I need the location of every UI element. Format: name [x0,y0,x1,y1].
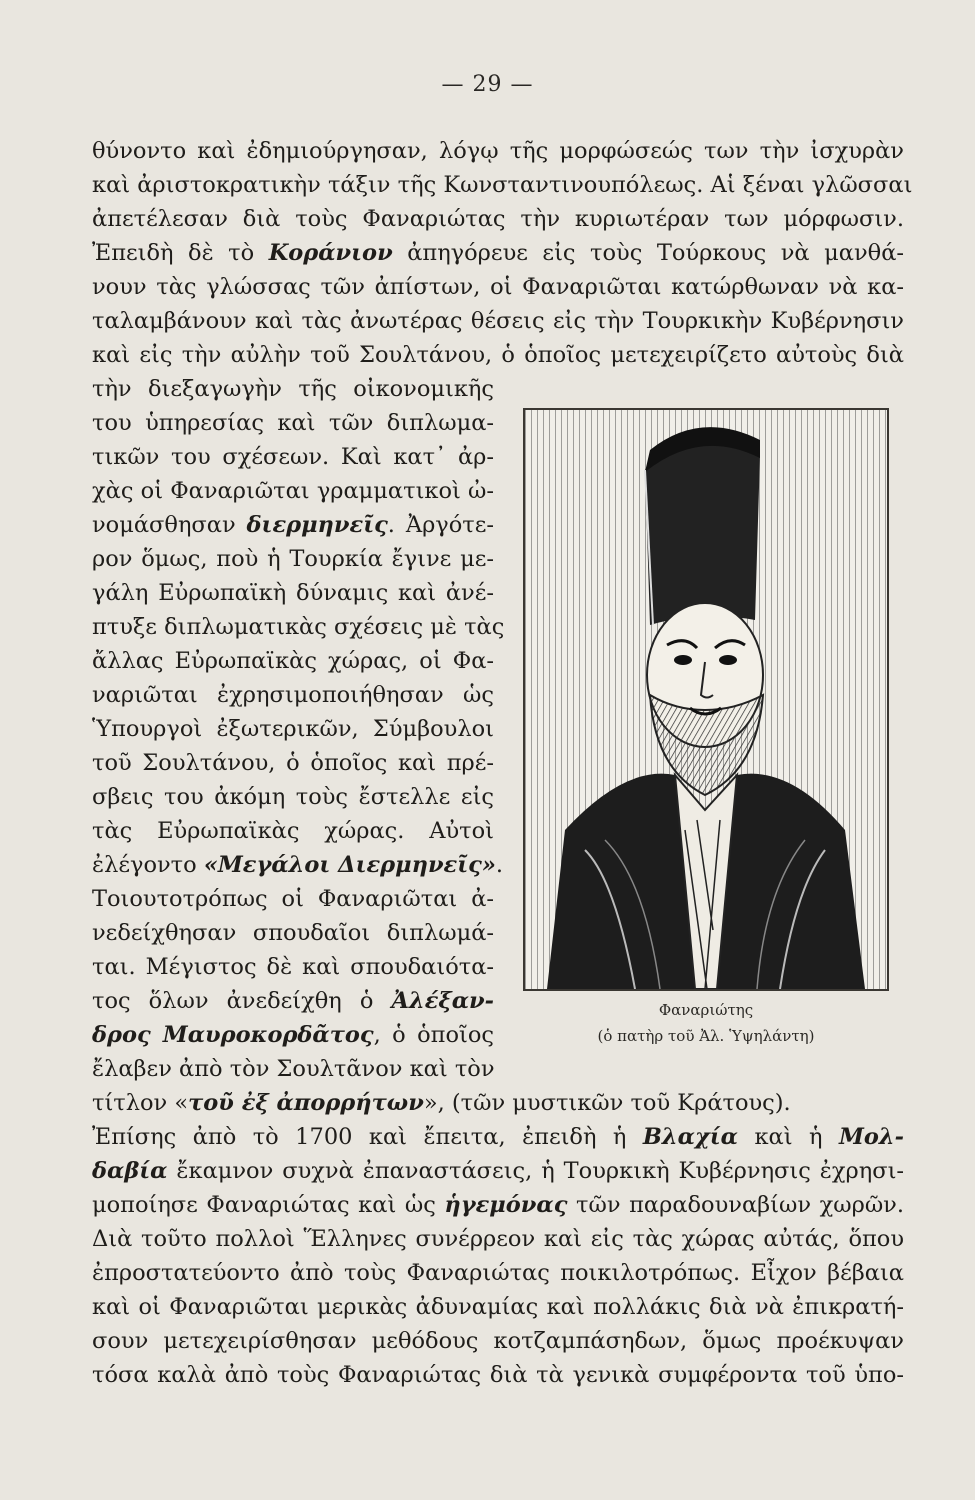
emphasis-koranion: Κοράνιον [268,240,393,266]
text-line: ἀπετέλεσαν διὰ τοὺς Φαναριώτας τὴν κυριωτέραν των μόρφωσιν. [92,206,904,232]
text-line: σβεις του ἀκόμη τοὺς ἔστελλε εἰς [92,784,494,810]
text-run: . [495,852,504,878]
text-line: γάλη Εὐρωπαϊκὴ δύναμις καὶ ἀνέ- [92,580,494,606]
emphasis-mavrokordatos: δρος Μαυροκορδᾶτος [92,1022,374,1048]
text-line: καὶ ἀριστοκρατικὴν τάξιν τῆς Κωνσταντινουπόλεως. Αἱ ξέναι γλῶσσαι [92,172,913,198]
text-line: τικῶν του σχέσεων. Καὶ κατ᾽ ἀρ- [92,444,494,470]
text-line [92,850,504,880]
emphasis-igemonas: ἡγεμόνας [444,1192,568,1218]
text-line: ται. Μέγιστος δὲ καὶ σπουδαιότα- [92,954,494,980]
text-run: », (τῶν μυστικῶν τοῦ Κράτους). [423,1090,791,1116]
text-run: νομάσθησαν [92,512,247,538]
emphasis-vlachia: Βλαχία [642,1124,738,1150]
text-line [92,1122,904,1152]
text-line: ἄλλας Εὐρωπαϊκὰς χώρας, οἱ Φα- [92,648,494,674]
text-line [92,1190,904,1220]
text-line: Ὑπουργοὶ ἐξωτερικῶν, Σύμβουλοι [92,716,494,742]
text-run: τος ὅλων ἀνεδείχθη ὁ [92,988,392,1014]
text-line: καὶ οἱ Φαναριῶται μερικὰς ἀδυναμίας καὶ πολλάκις διὰ νὰ ἐπικρατή- [92,1294,904,1320]
text-run: Ἐπειδὴ δὲ τὸ [92,240,269,266]
text-line: ἐπροστατεύοντο ἀπὸ τοὺς Φαναριώτας ποικιλοτρόπως. Εἶχον βέβαια [92,1260,904,1286]
text-run: . Ἀργότε- [387,512,495,538]
emphasis-moldavia: Μολ- [838,1124,904,1150]
text-line: ταλαμβάνουν καὶ τὰς ἀνωτέρας θέσεις εἰς τὴν Τουρκικὴν Κυβέρνησιν [92,308,904,334]
text-line: τὴν διεξαγωγὴν τῆς οἰκονομικῆς [92,376,494,402]
emphasis-diermineis: διερμηνεῖς [246,512,388,538]
text-line: χὰς οἱ Φαναριῶται γραμματικοὶ ὠ- [92,478,494,504]
text-line [92,1156,904,1186]
text-line: του ὑπηρεσίας καὶ τῶν διπλωμα- [92,410,494,436]
emphasis-tou-ex-aporriton: τοῦ ἐξ ἀπορρήτων [188,1090,424,1116]
text-run: , ὁ ὁποῖος [373,1022,494,1048]
text-line: ναριῶται ἐχρησιμοποιήθησαν ὡς [92,682,494,708]
page-number: — 29 — [441,72,534,97]
text-line: Διὰ τοῦτο πολλοὶ Ἕλληνες συνέρρεον καὶ εἰς τὰς χώρας αὐτάς, ὅπου [92,1226,904,1252]
text-line: νουν τὰς γλώσσας τῶν ἀπίστων, οἱ Φαναριῶται κατώρθωναν νὰ κα- [92,274,904,300]
caption-title: Φαναριώτης [658,1001,754,1019]
caption-subtitle: (ὁ πατὴρ τοῦ Ἀλ. Ὑψηλάντη) [597,1027,815,1045]
emphasis-moldavia-cont: δαβία [92,1158,168,1184]
text-line: ἔλαβεν ἀπὸ τὸν Σουλτᾶνον καὶ τὸν [92,1056,495,1082]
text-line [92,510,494,540]
text-line [92,1020,494,1050]
text-line: καὶ εἰς τὴν αὐλὴν τοῦ Σουλτάνου, ὁ ὁποῖος μετεχειρίζετο αὐτοὺς διὰ [92,342,904,368]
text-run: τῶν παραδουναβίων χωρῶν. [567,1192,904,1218]
portrait-woodcut-icon [525,410,887,989]
text-run: τίτλον « [92,1090,189,1116]
text-line: Τοιουτοτρόπως οἱ Φαναριῶται ἀ- [92,886,494,912]
text-line: ρον ὅμως, ποὺ ἡ Τουρκία ἔγινε με- [92,546,494,572]
text-line: τόσα καλὰ ἀπὸ τοὺς Φαναριώτας διὰ τὰ γενικὰ συμφέροντα τοῦ ὑπο- [92,1362,904,1388]
portrait-image [523,408,889,991]
text-run: Ἐπίσης ἀπὸ τὸ 1700 καὶ ἔπειτα, ἐπειδὴ ἡ [92,1124,643,1150]
text-line [92,1088,904,1118]
text-line: πτυξε διπλωματικὰς σχέσεις μὲ τὰς [92,614,505,640]
text-line: τοῦ Σουλτάνου, ὁ ὁποῖος καὶ πρέ- [92,750,494,776]
text-run: καὶ ἡ [737,1124,839,1150]
text-line [92,238,904,268]
text-run: ἀπηγόρευε εἰς τοὺς Τούρκους νὰ μανθά- [392,240,904,266]
emphasis-alexandros: Ἀλέξαν- [391,988,494,1014]
text-run: ἐλέγοντο [92,852,204,878]
text-line: τὰς Εὐρωπαϊκὰς χώρας. Αὐτοὶ [92,818,494,844]
emphasis-megaloi-diermineis: «Μεγάλοι Διερμηνεῖς» [203,852,496,878]
text-run: ἔκαμνον συχνὰ ἐπαναστάσεις, ἡ Τουρκικὴ Κυβέρνησις ἐχρησι- [167,1158,904,1184]
text-line: σουν μετεχειρίσθησαν μεθόδους κοτζαμπάσηδων, ὅμως προέκυψαν [92,1328,904,1354]
text-run: μοποίησε Φαναριώτας καὶ ὡς [92,1192,445,1218]
text-line: νεδείχθησαν σπουδαῖοι διπλωμά- [92,920,494,946]
text-line [92,986,494,1016]
text-line: θύνοντο καὶ ἐδημιούργησαν, λόγῳ τῆς μορφώσεώς των τὴν ἰσχυρὰν [92,138,904,164]
